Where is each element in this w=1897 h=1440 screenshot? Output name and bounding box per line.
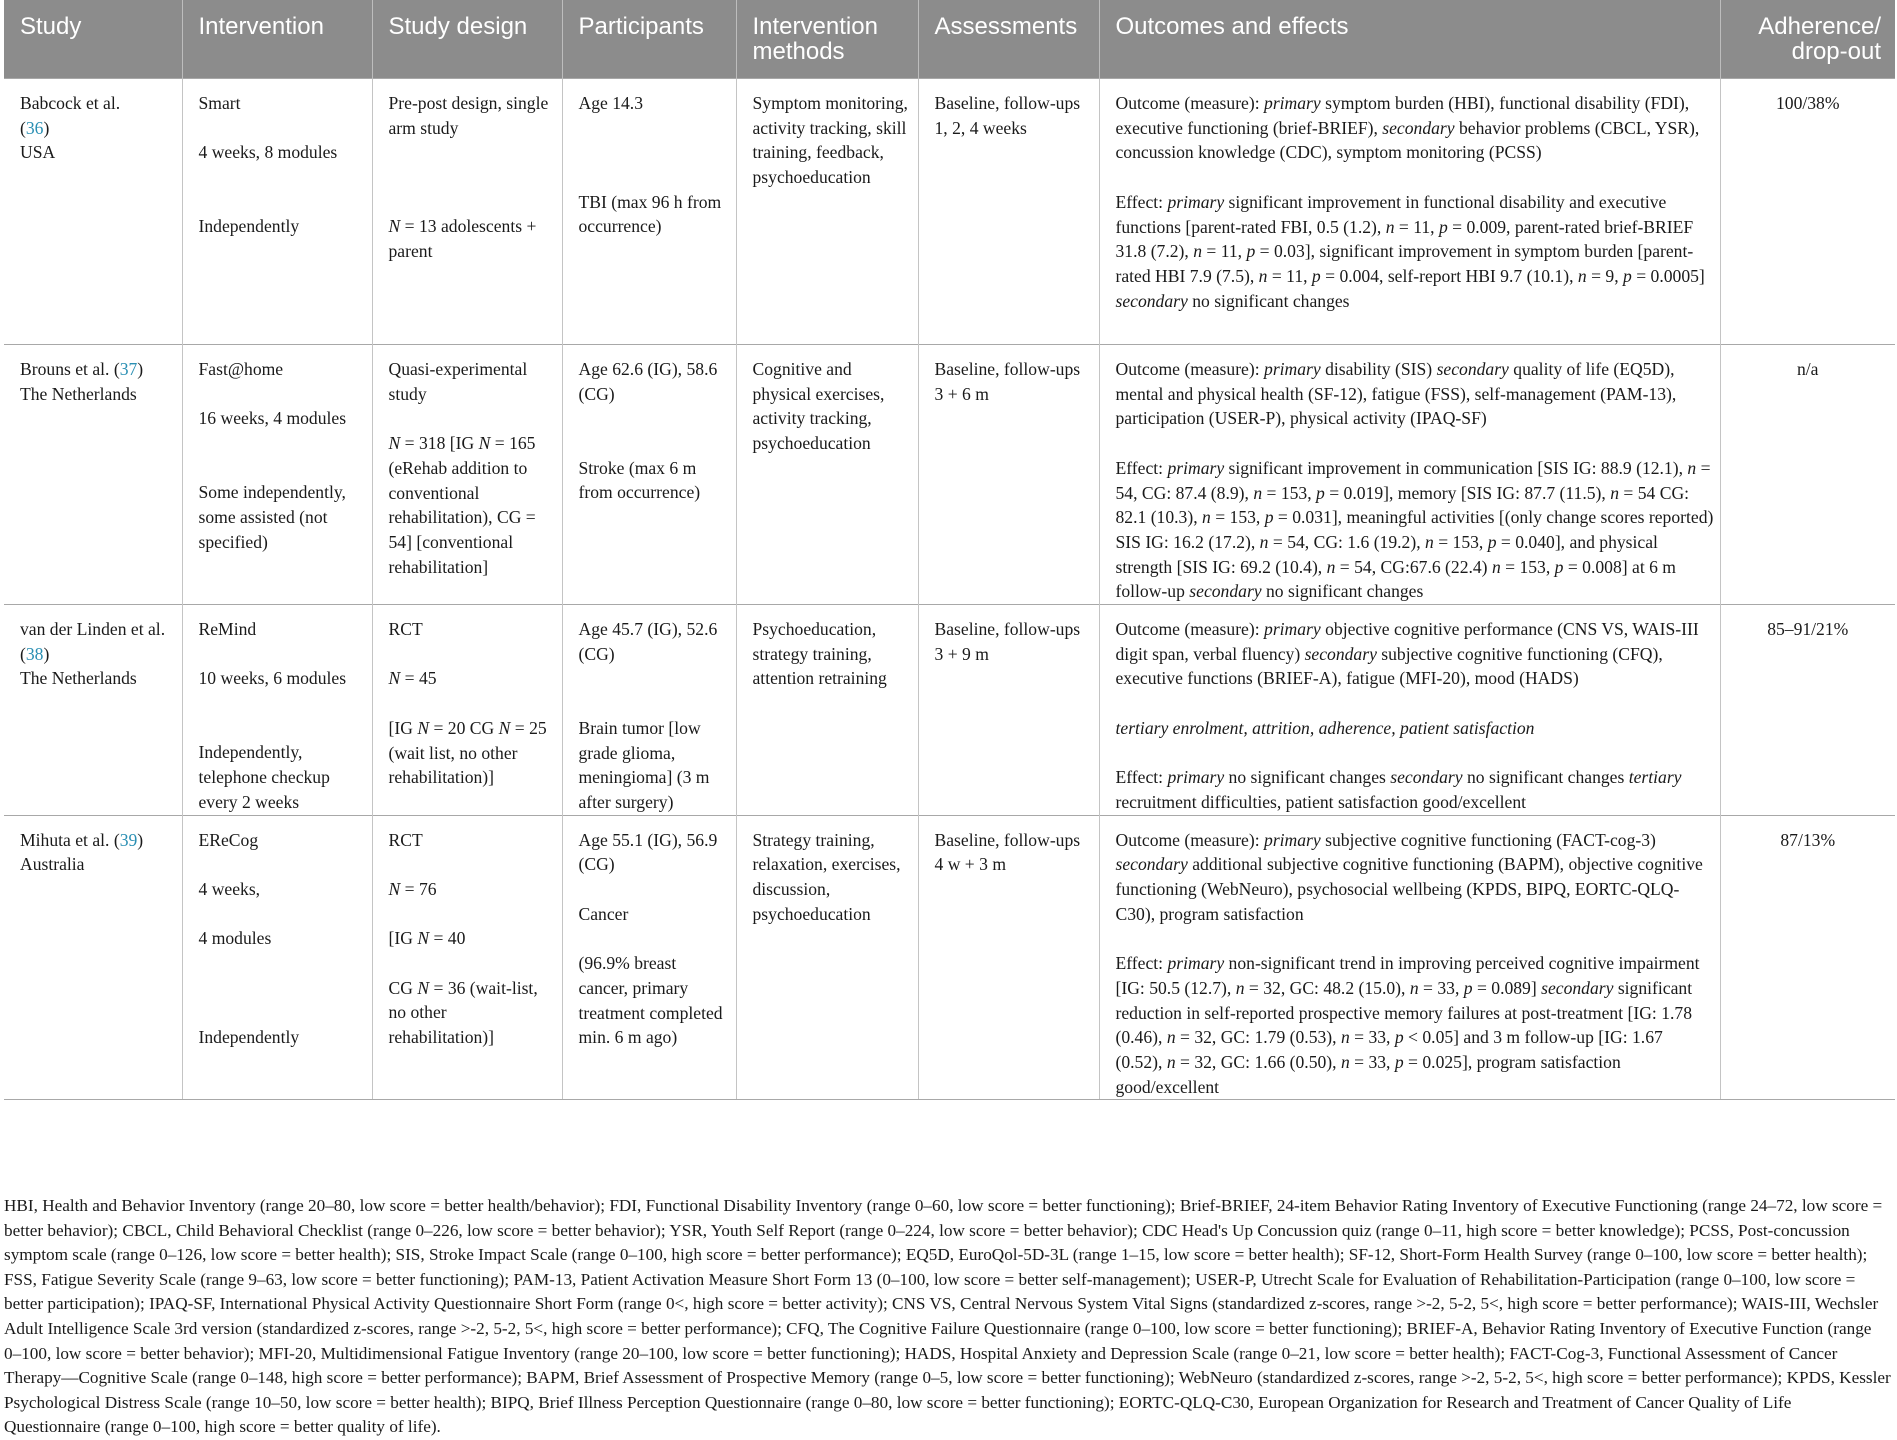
- participants-detail: (96.9% breast cancer, primary treatment completed min. 6 m ago): [578, 953, 723, 1048]
- design-n: N = 45: [388, 668, 437, 689]
- cell-methods: Symptom monitoring, activity tracking, skill training, feedback, psychoeducation: [736, 79, 918, 345]
- header-intervention-methods: Intervention methods: [736, 0, 918, 79]
- intervention-name: Fast@home: [198, 359, 284, 379]
- header-participants: Participants: [562, 0, 736, 79]
- effect-text: Effect: primary no significant changes secondary no significant changes tertiary recruitment difficulties, patient satisfaction good/excellent: [1115, 767, 1682, 812]
- intervention-duration: 4 weeks,: [198, 879, 261, 899]
- participants-condition: Stroke (max 6 m from occurrence): [578, 457, 701, 503]
- design-type: RCT: [388, 619, 423, 640]
- participants-condition: TBI (max 96 h from occurrence): [578, 191, 722, 237]
- reference-link[interactable]: 39: [119, 829, 138, 850]
- intervention-mode: Independently: [198, 216, 300, 237]
- study-country: Australia: [20, 854, 85, 875]
- table-row: [4, 605, 1895, 816]
- study-name: Brouns et al.: [20, 359, 110, 379]
- design-n: N = 318 [IG N = 165 (eRehab addition to conventional rehabilitation), CG = 54] [conventional rehabilitation]: [388, 433, 536, 577]
- cell-design: [372, 345, 562, 605]
- cell-adherence: 87/13%: [1720, 815, 1895, 1100]
- intervention-name: Smart: [198, 93, 241, 113]
- table-row: [4, 345, 1895, 605]
- cell-methods: Cognitive and physical exercises, activity tracking, psychoeducation: [736, 345, 918, 605]
- outcome-measure: Outcome (measure): primary symptom burden (HBI), functional disability (FDI), executive functioning (brief-BRIEF), secondary behavior problems (CBCL, YSR), concussion knowledge (CDC), symptom monitoring (PCSS): [1115, 93, 1700, 163]
- intervention-name: ReMind: [198, 619, 257, 640]
- cell-design: [372, 605, 562, 816]
- study-country: The Netherlands: [20, 383, 137, 404]
- table-row: [4, 79, 1895, 345]
- cell-intervention: [182, 605, 372, 816]
- design-n: N = 76: [388, 879, 437, 899]
- study-name: Babcock et al.: [20, 93, 121, 113]
- cell-assessments: Baseline, follow-ups 1, 2, 4 weeks: [918, 79, 1099, 345]
- design-type: Quasi-experimental study: [388, 359, 528, 404]
- study-country: USA: [20, 142, 56, 163]
- cell-design: [372, 815, 562, 1100]
- cell-intervention: [182, 79, 372, 345]
- participants-age: Age 55.1 (IG), 56.9 (CG): [578, 829, 718, 875]
- cell-adherence: 85–91/21%: [1720, 605, 1895, 816]
- header-row: [4, 0, 1895, 79]
- intervention-mode: Independently: [198, 1027, 300, 1048]
- cell-study: Babcock et al. (36) USA: [4, 79, 182, 345]
- cell-design: [372, 79, 562, 345]
- design-cg: CG N = 36 (wait-list, no other rehabilitation)]: [388, 977, 538, 1048]
- cell-intervention: [182, 345, 372, 605]
- cell-participants: [562, 345, 736, 605]
- cell-outcomes: [1099, 79, 1720, 345]
- cell-study: van der Linden et al. (38) The Netherlands: [4, 605, 182, 816]
- header-study-design: Study design: [372, 0, 562, 79]
- effect-text: Effect: primary significant improvement in functional disability and executive functions [parent-rated FBI, 0.5 (1.2), n = 11, p = 0.009, parent-rated brief-BRIEF 31.8 (7.2), n = 11, p = 0.03], significant improvement in symptom burden [parent-rated HBI 7.9 (7.5), n = 11, p = 0.004, self-report HBI 9.7 (10.1), n = 9, p = 0.0005] secondary no significant changes: [1115, 191, 1705, 311]
- header-assessments: Assessments: [918, 0, 1099, 79]
- header-study: Study: [4, 0, 182, 79]
- design-groups: [IG N = 20 CG N = 25 (wait list, no other rehabilitation)]: [388, 717, 547, 788]
- reference-link[interactable]: 38: [25, 643, 44, 664]
- cell-assessments: Baseline, follow-ups 3 + 6 m: [918, 345, 1099, 605]
- participants-age: Age 62.6 (IG), 58.6 (CG): [578, 359, 718, 404]
- intervention-duration: 4 weeks, 8 modules: [198, 142, 338, 163]
- cell-adherence: 100/38%: [1720, 79, 1895, 345]
- outcome-measure: Outcome (measure): primary objective cognitive performance (CNS VS, WAIS-III digit span, verbal fluency) secondary subjective cognitive functioning (CFQ), executive functions (BRIEF-A), fatigue (MFI-20), mood (HADS): [1115, 619, 1699, 689]
- cell-assessments: Baseline, follow-ups 4 w + 3 m: [918, 815, 1099, 1100]
- cell-outcomes: [1099, 815, 1720, 1100]
- cell-assessments: Baseline, follow-ups 3 + 9 m: [918, 605, 1099, 816]
- study-name: van der Linden et al.: [20, 619, 166, 640]
- header-outcomes: Outcomes and effects: [1099, 0, 1720, 79]
- header-adherence: Adherence/ drop-out: [1720, 0, 1895, 79]
- cell-intervention: [182, 815, 372, 1100]
- intervention-name: EReCog: [198, 829, 259, 850]
- cell-adherence: n/a: [1720, 345, 1895, 605]
- effect-text: Effect: primary significant improvement in communication [SIS IG: 88.9 (12.1), n = 54, CG: 87.4 (8.9), n = 153, p = 0.019], memory [SIS IG: 87.7 (11.5), n = 54 CG: 82.1 (10.3), n = 153, p = 0.031], meaningful activities [(only change scores reported) SIS IG: 16.2 (17.2), n = 54, CG: 1.6 (19.2), n = 153, p = 0.040], and physical strength [SIS IG: 69.2 (10.4), n = 54, CG:67.6 (22.4) n = 153, p = 0.008] at 6 m follow-up secondary no significant changes: [1115, 457, 1714, 602]
- design-type: RCT: [388, 829, 423, 850]
- participants-age: Age 45.7 (IG), 52.6 (CG): [578, 619, 718, 664]
- design-ig: [IG N = 40: [388, 928, 466, 949]
- participants-condition: Cancer: [578, 903, 629, 924]
- intervention-modules: 4 modules: [198, 928, 272, 949]
- cell-study: Brouns et al. (37) The Netherlands: [4, 345, 182, 605]
- intervention-duration: 16 weeks, 4 modules: [198, 408, 347, 429]
- intervention-mode: Independently, telephone checkup every 2 weeks: [198, 742, 330, 812]
- intervention-duration: 10 weeks, 6 modules: [198, 668, 347, 689]
- study-name: Mihuta et al.: [20, 829, 110, 850]
- reference-link[interactable]: 36: [25, 117, 44, 138]
- header-intervention: Intervention: [182, 0, 372, 79]
- table-row: [4, 815, 1895, 1100]
- effect-text: Effect: primary non-significant trend in improving perceived cognitive impairment [IG: 50.5 (12.7), n = 32, GC: 48.2 (15.0), n = 33, p = 0.089] secondary significant reduction in self-reported prospective memory failures at post-treatment [IG: 1.78 (0.46), n = 32, GC: 1.79 (0.53), n = 33, p < 0.05] and 3 m follow-up [IG: 1.67 (0.52), n = 32, GC: 1.66 (0.50), n = 33, p = 0.025], program satisfaction good/excellent: [1115, 953, 1700, 1097]
- cell-outcomes: [1099, 345, 1720, 605]
- participants-age: Age 14.3: [578, 93, 643, 113]
- participants-condition: Brain tumor [low grade glioma, meningioma] (3 m after surgery): [578, 717, 710, 812]
- cell-methods: Strategy training, relaxation, exercises, discussion, psychoeducation: [736, 815, 918, 1100]
- study-country: The Netherlands: [20, 668, 137, 689]
- outcome-measure: Outcome (measure): primary disability (SIS) secondary quality of life (EQ5D), mental and physical health (SF-12), fatigue (FSS), self-management (PAM-13), participation (USER-P), physical activity (IPAQ-SF): [1115, 359, 1677, 429]
- cell-participants: [562, 605, 736, 816]
- studies-table: [4, 0, 1895, 1100]
- design-n: N = 13 adolescents + parent: [388, 216, 537, 262]
- cell-study: Mihuta et al. (39) Australia: [4, 815, 182, 1100]
- intervention-mode: Some independently, some assisted (not specified): [198, 482, 346, 552]
- reference-link[interactable]: 37: [119, 359, 138, 379]
- cell-methods: Psychoeducation, strategy training, attention retraining: [736, 605, 918, 816]
- tertiary-outcome: tertiary enrolment, attrition, adherence, patient satisfaction: [1115, 717, 1535, 738]
- outcome-measure: Outcome (measure): primary subjective cognitive functioning (FACT-cog-3) secondary additional subjective cognitive functioning (BAPM), objective cognitive functioning (WebNeuro), psychosocial wellbeing (KPDS, BIPQ, EORTC-QLQ-C30), program satisfaction: [1115, 829, 1703, 924]
- cell-participants: [562, 79, 736, 345]
- design-type: Pre-post design, single arm study: [388, 93, 549, 138]
- cell-participants: [562, 815, 736, 1100]
- cell-outcomes: [1099, 605, 1720, 816]
- table-footnote: HBI, Health and Behavior Inventory (range 20–80, low score = better health/behavior); FDI, Functional Disability Inventory (range 0–60, low score = better functioning); Brief-BRIEF, 24-item Behavior Rating Inventory of Executive Functioning (range 24–72, low score = better behavior); CBCL, Child Behavioral Checklist (range 0–226, low score = better behavior); YSR, Youth Self Report (range 0–224, low score = better behavior); CDC Head's Up Concussion quiz (range 0–11, high score = better knowledge); PCSS, Post-concussion symptom scale (range 0–126, low score = better health); SIS, Stroke Impact Scale (range 0–100, high score = better performance); EQ5D, EuroQol-5D-3L (range 1–15, low score = better health); SF-12, Short-Form Health Survey (range 0–100, low score = better health); FSS, Fatigue Severity Scale (range 9–63, low score = better functioning); PAM-13, Patient Activation Measure Short Form 13 (0–100, low score = better self-management); USER-P, Utrecht Scale for Evaluation of Rehabilitation-Participation (range 0–100, low score = better participation); IPAQ-SF, International Physical Activity Questionnaire Short Form (range 0<, high score = better activity); CNS VS, Central Nervous System Vital Signs (standardized z-scores, range >-2, 5-2, 5<, high score = better performance); WAIS-III, Wechsler Adult Intelligence Scale 3rd version (standardized z-scores, range >-2, 5-2, 5<, high score = better performance); CFQ, The Cognitive Failure Questionnaire (range 0–100, low score = better functioning); BRIEF-A, Behavior Rating Inventory of Executive Function (range 0–100, low score = better behavior); MFI-20, Multidimensional Fatigue Inventory (range 20–100, low score = better functioning); HADS, Hospital Anxiety and Depression Scale (range 0–21, low score = better health); FACT-Cog-3, Functional Assessment of Cancer Therapy—Cognitive Scale (range 0–148, high score = better performance); BAPM, Brief Assessment of Prospective Memory (range 0–5, low score = better functioning); WebNeuro (standardized z-scores, range >-2, 5-2, 5<, high score = better performance); KPDS, Kessler Psychological Distress Scale (range 10–50, low score = better health); BIPQ, Brief Illness Perception Questionnaire (range 0–80, low score = better functioning); EORTC-QLQ-C30, European Organization for Research and Treatment of Cancer Quality of Life Questionnaire (range 0–100, high score = better quality of life).: [4, 1196, 1891, 1437]
